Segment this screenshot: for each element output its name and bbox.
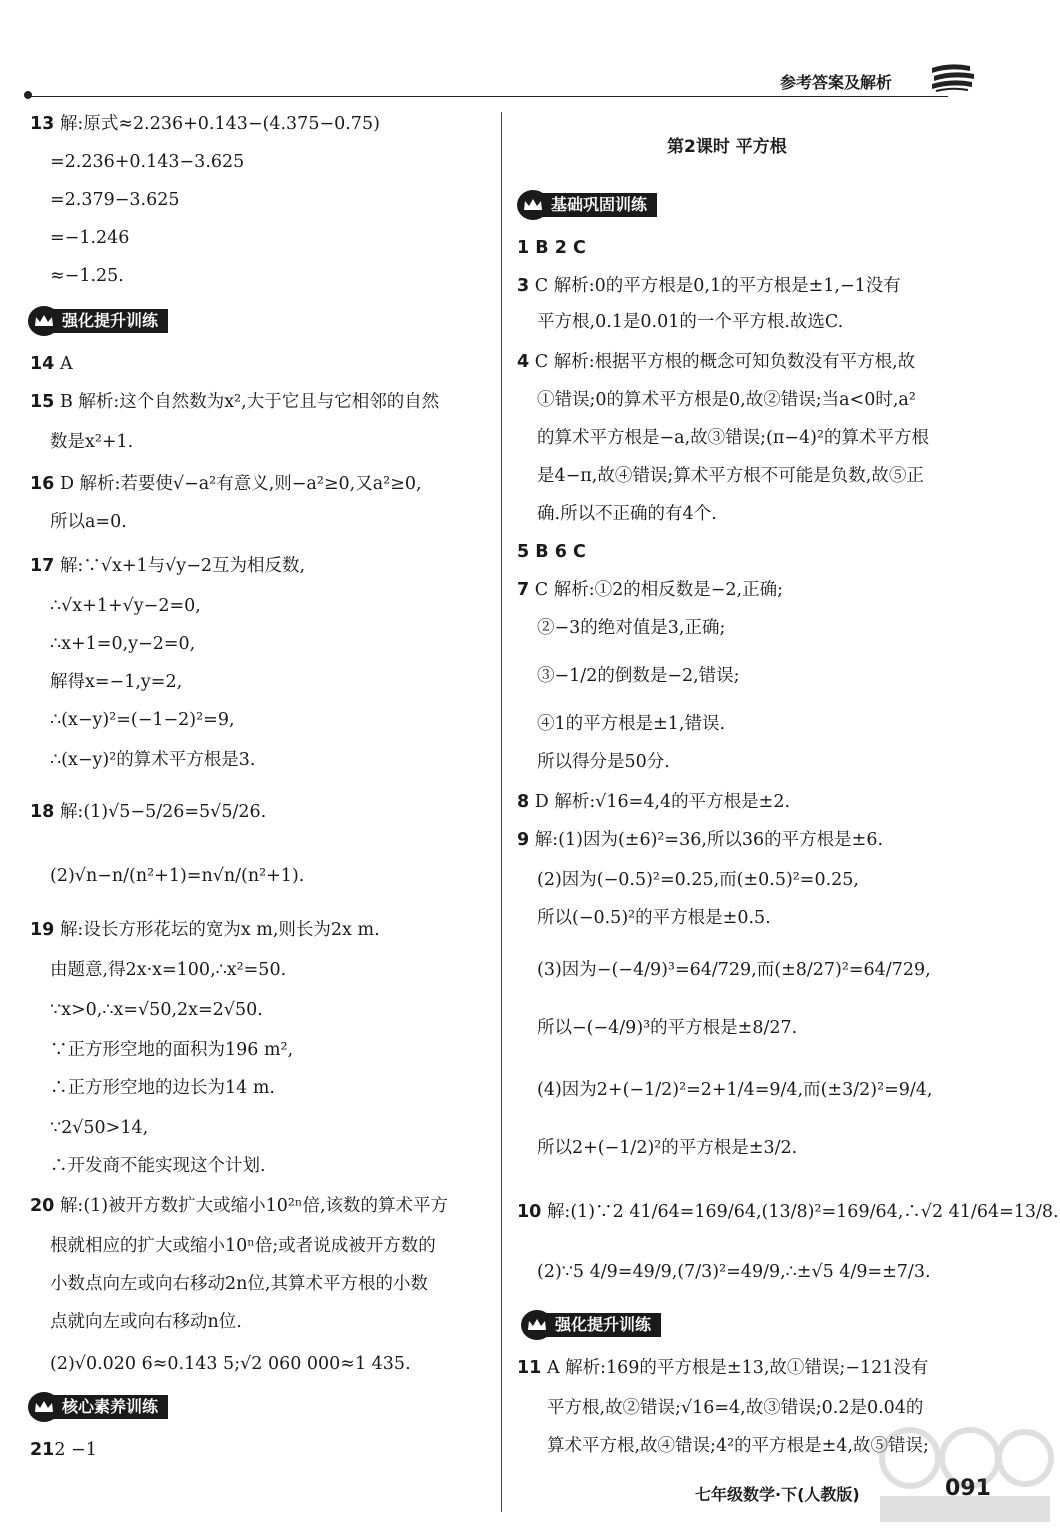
q5-q6: 5 B 6 C	[517, 542, 586, 562]
q10-line1: 10 解:(1)∵2 41/64=169/64,(13/8)²=169/64,∴√2 41/64=13/8.	[517, 1202, 1059, 1222]
q21: 212 −1	[30, 1440, 97, 1460]
q16-line1: 16 D 解析:若要使√−a²有意义,则−a²≥0,又a²≥0,	[30, 474, 422, 494]
q19-line7: ∴开发商不能实现这个计划.	[50, 1156, 266, 1176]
q7-line3: ③−1/2的倒数是−2,错误;	[537, 666, 740, 686]
crown-icon	[28, 1392, 60, 1422]
q15-line1: 15 B 解析:这个自然数为x²,大于它且与它相邻的自然	[30, 392, 440, 412]
q7-line2: ②−3的绝对值是3,正确;	[537, 618, 726, 638]
q9-line2: (2)因为(−0.5)²=0.25,而(±0.5)²=0.25,	[537, 870, 859, 890]
q13-line1: 13 解:原式≈2.236+0.143−(4.375−0.75)	[30, 114, 380, 134]
q17-line6: ∴(x−y)²的算术平方根是3.	[50, 750, 256, 770]
q4-line5: 确.所以不正确的有4个.	[537, 504, 717, 524]
q1-q2: 1 B 2 C	[517, 238, 586, 258]
q19-line4: ∵正方形空地的面积为196 m²,	[50, 1040, 294, 1060]
q9-line7: 所以2+(−1/2)²的平方根是±3/2.	[537, 1138, 798, 1158]
watermark-logo	[870, 1418, 1055, 1530]
q13-line5: ≈−1.25.	[50, 266, 124, 286]
q7-line1: 7 C 解析:①2的相反数是−2,正确;	[517, 580, 784, 600]
q8: 8 D 解析:√16=4,4的平方根是±2.	[517, 792, 791, 812]
q20-line1: 20 解:(1)被开方数扩大或缩小10²ⁿ倍,该数的算术平方	[30, 1196, 449, 1216]
q4-line4: 是4−π,故④错误;算术平方根不可能是负数,故⑤正	[537, 466, 924, 486]
q9-line6: (4)因为2+(−1/2)²=2+1/4=9/4,而(±3/2)²=9/4,	[537, 1080, 933, 1100]
q19-line5: ∴正方形空地的边长为14 m.	[50, 1078, 275, 1098]
q4-line1: 4 C 解析:根据平方根的概念可知负数没有平方根,故	[517, 352, 916, 372]
header-rule	[28, 96, 948, 97]
q17-line3: ∴x+1=0,y−2=0,	[50, 634, 196, 654]
page-number: 091	[945, 1476, 991, 1501]
q11-line2: 平方根,故②错误;√16=4,故③错误;0.2是0.04的	[547, 1398, 924, 1418]
q19-line1: 19 解:设长方形花坛的宽为x m,则长为2x m.	[30, 920, 380, 940]
q11-line3: 算术平方根,故④错误;4²的平方根是±4,故⑤错误;	[547, 1436, 929, 1456]
q19-line2: 由题意,得2x·x=100,∴x²=50.	[50, 960, 287, 980]
section-basic: 基础巩固训练	[517, 190, 657, 220]
header-title: 参考答案及解析	[780, 73, 893, 92]
q13-line3: =2.379−3.625	[50, 190, 180, 210]
q18-line1: 18 解:(1)√5−5/26=5√5/26.	[30, 802, 267, 822]
q16-line2: 所以a=0.	[50, 512, 127, 532]
section-strengthen-left: 强化提升训练	[28, 306, 168, 336]
column-divider	[501, 112, 502, 1512]
q20-line2: 根就相应的扩大或缩小10ⁿ倍;或者说成被开方数的	[50, 1236, 436, 1256]
q20-line3: 小数点向左或向右移动2n位,其算术平方根的小数	[50, 1274, 428, 1294]
q11-line1: 11 A 解析:169的平方根是±13,故①错误;−121没有	[517, 1358, 929, 1378]
q20-line4: 点就向左或向右移动n位.	[50, 1312, 242, 1332]
q18-line2: (2)√n−n/(n²+1)=n√n/(n²+1).	[50, 866, 305, 886]
q13-line4: =−1.246	[50, 228, 130, 248]
q9-line5: 所以−(−4/9)³的平方根是±8/27.	[537, 1018, 798, 1038]
q4-line3: 的算术平方根是−a,故③错误;(π−4)²的算术平方根	[537, 428, 930, 448]
q17-line1: 17 解:∵√x+1与√y−2互为相反数,	[30, 556, 306, 576]
q3-line1: 3 C 解析:0的平方根是0,1的平方根是±1,−1没有	[517, 276, 901, 296]
footer-text: 七年级数学·下(人教版)	[695, 1485, 860, 1504]
section-strengthen-right: 强化提升训练	[521, 1310, 661, 1340]
q19-line6: ∵2√50>14,	[50, 1118, 149, 1138]
q4-line2: ①错误;0的算术平方根是0,故②错误;当a<0时,a²	[537, 390, 916, 410]
lesson-title: 第2课时 平方根	[667, 137, 787, 157]
books-icon	[930, 62, 976, 96]
section-core-literacy: 核心素养训练	[28, 1392, 168, 1422]
q17-line4: 解得x=−1,y=2,	[50, 672, 183, 692]
q9-line4: (3)因为−(−4/9)³=64/729,而(±8/27)²=64/729,	[537, 960, 931, 980]
q13-line2: =2.236+0.143−3.625	[50, 152, 245, 172]
q3-line2: 平方根,0.1是0.01的一个平方根.故选C.	[537, 312, 844, 332]
q17-line5: ∴(x−y)²=(−1−2)²=9,	[50, 710, 235, 730]
q9-line1: 9 解:(1)因为(±6)²=36,所以36的平方根是±6.	[517, 830, 884, 850]
q9-line3: 所以(−0.5)²的平方根是±0.5.	[537, 908, 771, 928]
q10-line2: (2)∵5 4/9=49/9,(7/3)²=49/9,∴±√5 4/9=±7/3.	[537, 1262, 931, 1282]
crown-icon	[517, 190, 549, 220]
q7-line4: ④1的平方根是±1,错误.	[537, 714, 726, 734]
q19-line3: ∵x>0,∴x=√50,2x=2√50.	[50, 1000, 263, 1020]
header-dot	[24, 91, 32, 99]
q17-line2: ∴√x+1+√y−2=0,	[50, 596, 201, 616]
q20-line5: (2)√0.020 6≈0.143 5;√2 060 000≈1 435.	[50, 1354, 411, 1374]
crown-icon	[521, 1310, 553, 1340]
q14: 14 A	[30, 354, 73, 374]
crown-icon	[28, 306, 60, 336]
q7-line5: 所以得分是50分.	[537, 752, 670, 772]
q15-line2: 数是x²+1.	[50, 432, 134, 452]
